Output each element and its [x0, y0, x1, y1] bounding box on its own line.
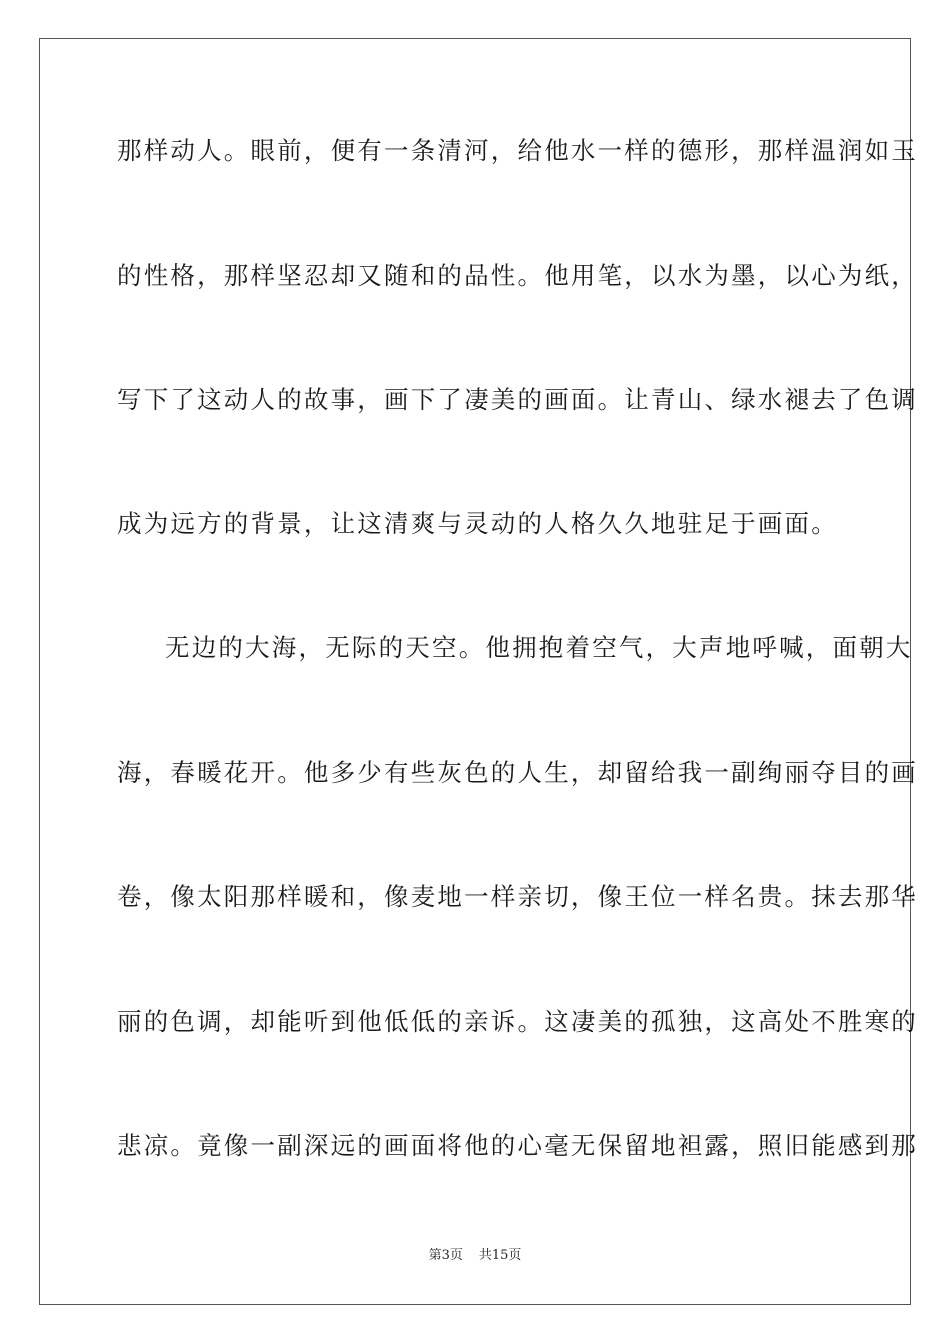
- page-frame: [39, 38, 918, 1305]
- text-line: 悲凉。竟像一副深远的画面将他的心毫无保留地袒露，照旧能感到那: [117, 1131, 918, 1160]
- text-line: 的性格，那样坚忍却又随和的品性。他用笔，以水为墨，以心为纸，: [117, 261, 918, 290]
- paragraph-first-line: 无边的大海，无际的天空。他拥抱着空气，大声地呼喊，面朝大: [165, 633, 913, 662]
- page-number: 第3页: [428, 1248, 463, 1263]
- text-line: 写下了这动人的故事，画下了凄美的画面。让青山、绿水褪去了色调: [117, 385, 918, 414]
- text-line: 卷，像太阳那样暖和，像麦地一样亲切，像王位一样名贵。抹去那华: [117, 882, 918, 911]
- text-line: 成为远方的背景，让这清爽与灵动的人格久久地驻足于画面。: [117, 509, 838, 538]
- page-total: 共15页: [478, 1248, 522, 1263]
- text-line: 那样动人。眼前，便有一条清河，给他水一样的德形，那样温润如玉: [117, 136, 918, 165]
- text-line: 丽的色调，却能听到他低低的亲诉。这凄美的孤独，这高处不胜寒的: [117, 1007, 918, 1036]
- page-footer: [0, 1246, 950, 1266]
- text-line: 海，春暖花开。他多少有些灰色的人生，却留给我一副绚丽夺目的画: [117, 758, 918, 787]
